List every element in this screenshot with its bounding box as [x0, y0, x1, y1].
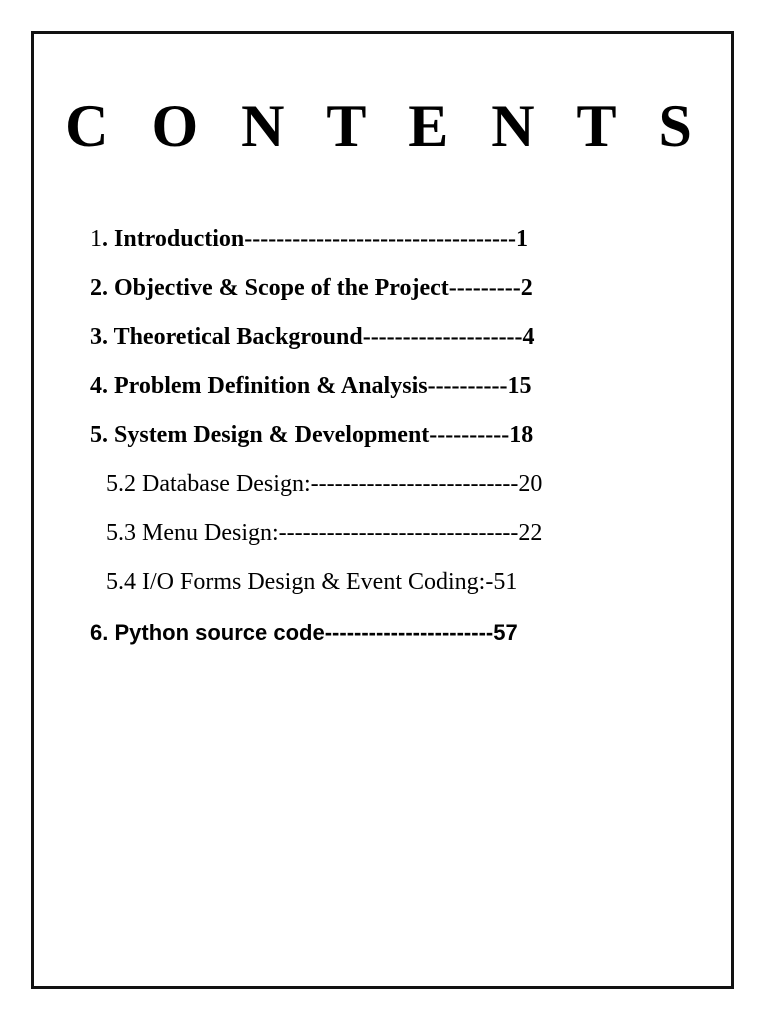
- toc-entry-system-design: 5. System Design & Development----------18: [90, 422, 534, 448]
- toc-entry-database-design: 5.2 Database Design:--------------------------20: [106, 471, 543, 497]
- page-title: C O N T E N T S: [65, 93, 706, 159]
- toc-entry-text: . Introduction----------------------------------1: [102, 226, 528, 252]
- toc-entry-number: 1: [90, 226, 102, 252]
- toc-entry-objective: 2. Objective & Scope of the Project---------2: [90, 275, 533, 301]
- toc-entry-theoretical-background: 3. Theoretical Background--------------------4: [90, 324, 535, 350]
- toc-entry-introduction: [90, 222, 528, 256]
- toc-entry-menu-design: 5.3 Menu Design:------------------------------22: [106, 520, 543, 546]
- toc-entry-io-forms-design: 5.4 I/O Forms Design & Event Coding:-51: [106, 569, 518, 595]
- document-page: [31, 31, 734, 989]
- toc-entry-python-source-code: 6. Python source code-----------------------57: [90, 620, 518, 645]
- toc-entry-problem-definition: 4. Problem Definition & Analysis----------15: [90, 373, 532, 399]
